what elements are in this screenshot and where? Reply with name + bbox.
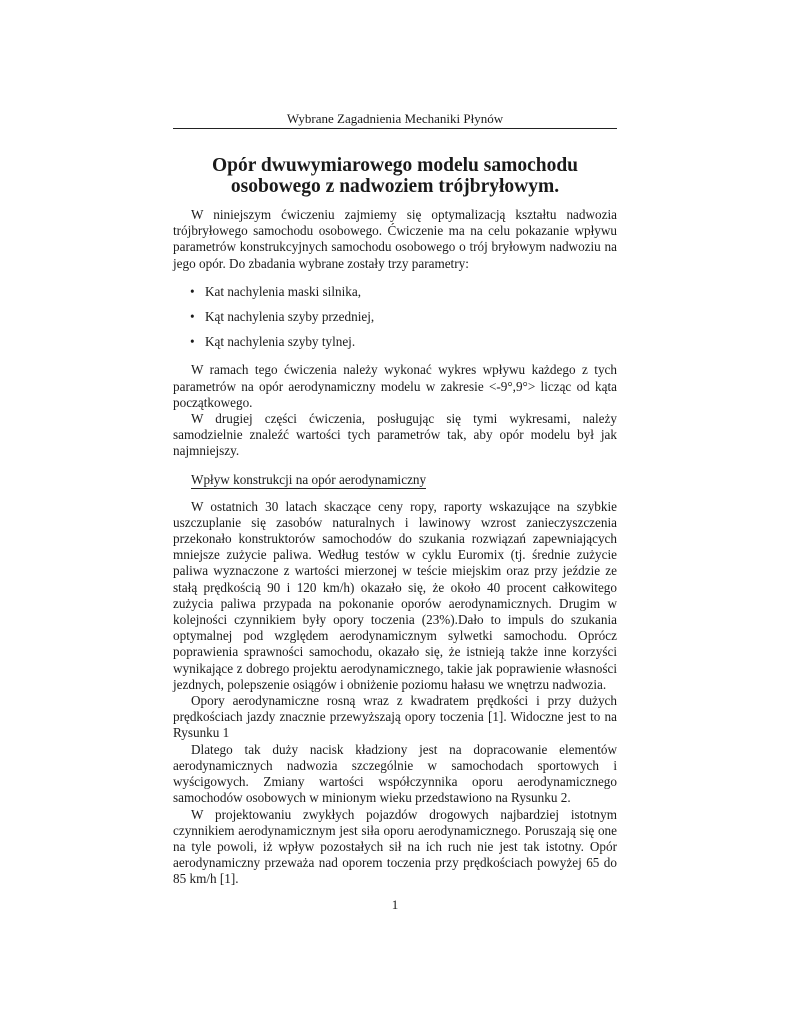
document-title (173, 155, 617, 197)
task-paragraph-2: W drugiej części ćwiczenia, posługując się tymi wykresami, należy samodzielnie znaleźć wartości tych parametrów tak, aby opór modelu był jak najmniejszy. (173, 411, 617, 459)
list-item: • Kąt nachylenia szyby tylnej. (190, 334, 617, 350)
document-body (173, 207, 617, 888)
task-paragraph-1: W ramach tego ćwiczenia należy wykonać wykres wpływu każdego z tych parametrów na opór aerodynamiczny modelu w zakresie <-9°,9°> licząc od kąta początkowego. (173, 362, 617, 410)
speed-paragraph: Opory aerodynamiczne rosną wraz z kwadratem prędkości i przy dużych prędkościach jazdy znacznie przewyższają opory toczenia [1]. Widoczne jest to na Rysunku 1 (173, 693, 617, 741)
section-heading: Wpływ konstrukcji na opór aerodynamiczny (191, 471, 427, 487)
design-paragraph: W projektowaniu zwykłych pojazdów drogowych najbardziej istotnym czynnikiem aerodynamicznym jest siła oporu aerodynamicznego. Poruszają się one na tyle powoli, iż wpływ pozostałych sił na ich ruch nie jest tak istotny. Opór aerodynamiczny przeważa nad oporem toczenia przy prędkościach powyżej 65 do 85 km/h [1]. (173, 806, 617, 887)
history-paragraph: W ostatnich 30 latach skaczące ceny ropy, raporty wskazujące na szybkie uszczuplanie się zasobów naturalnych i lawinowy wzrost zanieczyszczenia przekonało konstruktorów samochodów do szukania rozwiązań zapewniających mniejsze zużycie paliwa. Według testów w cyklu Euromix (tj. średnie zużycie paliwa wyznaczone z wartości mierzonej w teście miejskim oraz przy jeździe ze stałą prędkością 90 i 120 km/h) okazało się, że około 40 procent całkowitego zużycia paliwa przypada na pokonanie oporów aerodynamicznych. Drugim w kolejności czynnikiem były opory toczenia (23%).Dało to impuls do szukania optymalnej pod względem aerodynamicznym sylwetki samochodu. Oprócz poprawienia sprawności samochodu, okazało się, że istnieją także inne korzyści wynikające z dobrego projektu aerodynamicznego, takie jak poprawienie własności jezdnych, polepszenie osiągów i obniżenie poziomu hałasu we wnętrzu nadwozia. (173, 498, 617, 692)
list-item: • Kąt nachylenia szyby przedniej, (190, 309, 617, 325)
page-number: 1 (391, 897, 399, 912)
parameter-list (173, 284, 617, 351)
title-line-1: Opór dwuwymiarowego modelu samochodu (211, 155, 579, 176)
emphasis-paragraph: Dlatego tak duży nacisk kładziony jest na dopracowanie elementów aerodynamicznych nadwozia szczególnie w samochodach sportowych i wyścigowych. Zmiany wartości współczynnika oporu aerodynamicznego samochodów osobowych w minionym wieku przedstawiono na Rysunku 2. (173, 741, 617, 806)
header-rule (173, 128, 617, 129)
intro-paragraph: W niniejszym ćwiczeniu zajmiemy się optymalizacją kształtu nadwozia trójbryłowego samochodu osobowego. Ćwiczenie ma na celu pokazanie wpływu parametrów konstrukcyjnych samochodu osobowego o trój bryłowym nadwoziu na jego opór. Do zbadania wybrane zostały trzy parametry: (173, 207, 617, 271)
title-line-2: osobowego z nadwoziem trójbryłowym. (230, 176, 560, 197)
list-item: • Kat nachylenia maski silnika, (190, 284, 617, 300)
running-header: Wybrane Zagadnienia Mechaniki Płynów (286, 111, 504, 126)
